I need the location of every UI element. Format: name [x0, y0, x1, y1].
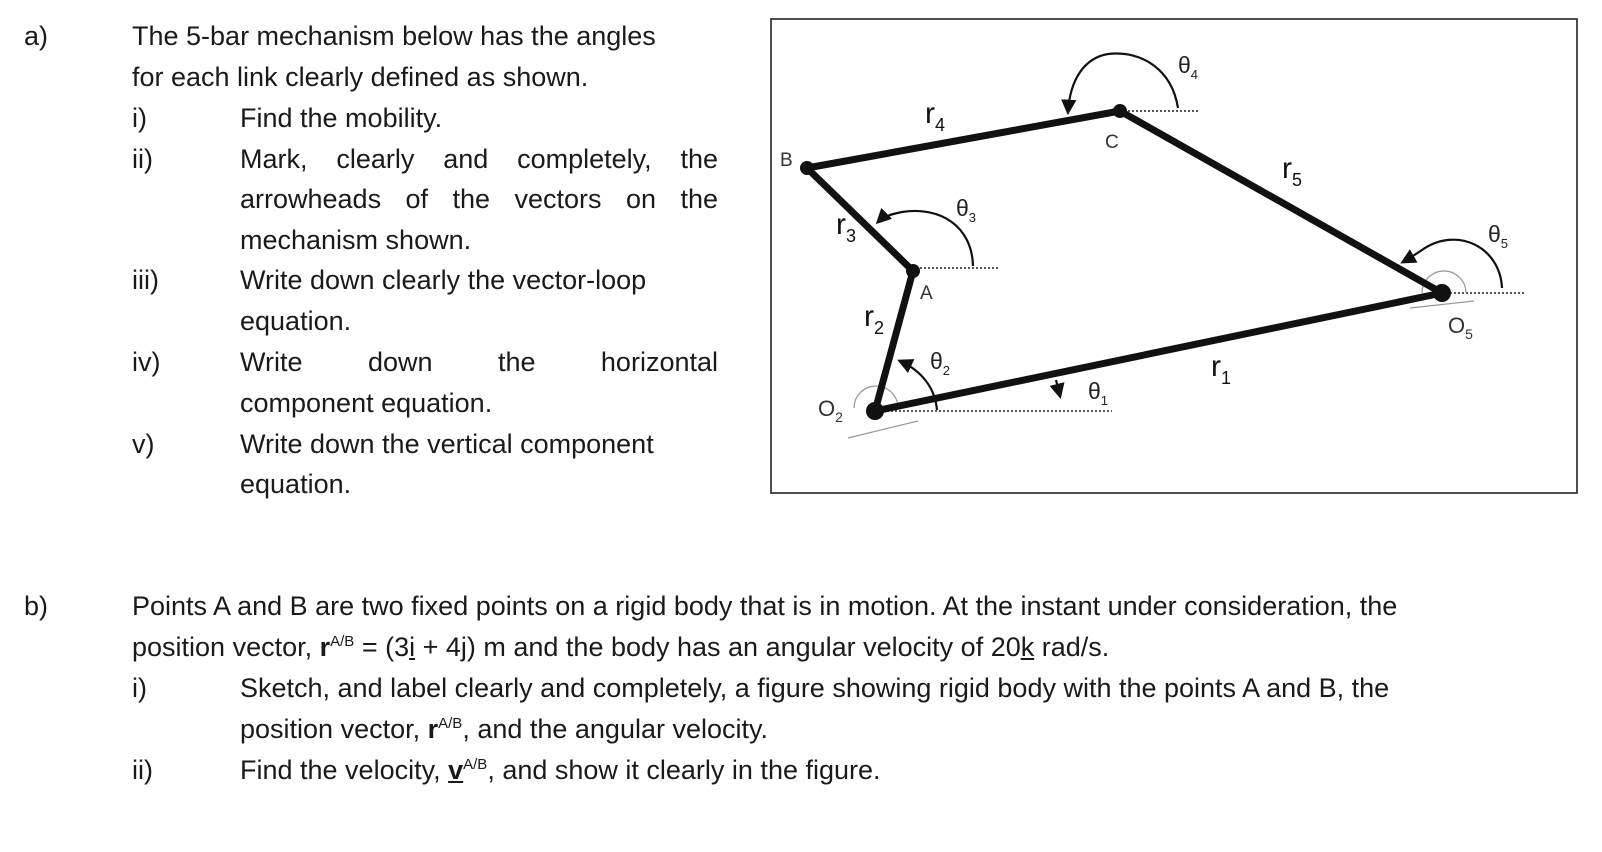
joint-b [800, 161, 814, 175]
link-r2-label: $r_2$ [864, 300, 885, 338]
part-b-label: b) [24, 591, 49, 621]
part-b-line-1: Points A and B are two fixed points on a rigid body that is in motion. At the instant under consideration, the [132, 591, 1398, 621]
intro-line-2: for each link clearly defined as shown. [132, 62, 589, 92]
joint-a [906, 264, 920, 278]
point-c-label: C [1105, 132, 1119, 153]
item-ii-line-1: Mark, clearly and completely, the [240, 144, 718, 174]
link-r5-label: $r_5$ [1282, 152, 1303, 190]
theta1-label: $\theta_1$ [1088, 378, 1109, 408]
theta3-label: $\theta_3$ [956, 195, 977, 225]
point-a-label: A [920, 283, 933, 304]
part-b-item-ii-line: Find the velocity, $v^{A/B}$, and show it clearly in the figure. [240, 755, 881, 785]
point-o2-label: $O_2$ [818, 396, 843, 425]
theta4-label: $\theta_4$ [1178, 52, 1199, 82]
item-iii-line-2: equation. [240, 306, 352, 336]
point-o5-label: $O_5$ [1448, 313, 1473, 342]
item-i-text: Find the mobility. [240, 103, 443, 133]
item-num-iii: iii) [132, 265, 159, 295]
item-v-line-2: equation. [240, 469, 352, 499]
item-iii-line-1: Write down clearly the vector-loop [240, 265, 647, 295]
part-b-line-2: position vector, $r^{A/B} = (3i + 4j)$ m and the body has an angular velocity of 20k rad/s. [132, 632, 1110, 662]
item-num-i: i) [132, 103, 147, 133]
item-num-v: v) [132, 429, 155, 459]
joint-o2 [866, 402, 884, 420]
theta2-label: $\theta_2$ [930, 348, 951, 378]
item-iv-line-1: Write down the horizontal [240, 347, 718, 377]
point-b-label: B [780, 150, 793, 171]
theta5-label: $\theta_5$ [1488, 221, 1509, 251]
link-r3-label: $r_3$ [836, 208, 857, 246]
joint-c [1113, 104, 1127, 118]
item-num-ii: ii) [132, 144, 153, 174]
item-v-line-1: Write down the vertical component [240, 429, 654, 459]
mechanism-figure [770, 18, 1578, 494]
part-b-item-num-ii: ii) [132, 755, 153, 785]
part-b-item-num-i: i) [132, 673, 147, 703]
part-b-item-i-line-2: position vector, $r^{A/B}$, and the angular velocity. [240, 714, 769, 744]
link-r1-label: $r_1$ [1211, 350, 1232, 388]
item-ii-line-3: mechanism shown. [240, 225, 472, 255]
item-ii-line-2: arrowheads of the vectors on the [240, 184, 718, 214]
joint-o5 [1433, 284, 1451, 302]
part-b-item-i-line-1: Sketch, and label clearly and completely, a figure showing rigid body with the points A and B, the [240, 673, 1390, 703]
item-num-iv: iv) [132, 347, 161, 377]
link-r4-label: $r_4$ [925, 97, 946, 135]
item-iv-line-2: component equation. [240, 388, 493, 418]
part-a-label: a) [24, 21, 49, 51]
intro-line-1: The 5-bar mechanism below has the angles [132, 21, 656, 51]
